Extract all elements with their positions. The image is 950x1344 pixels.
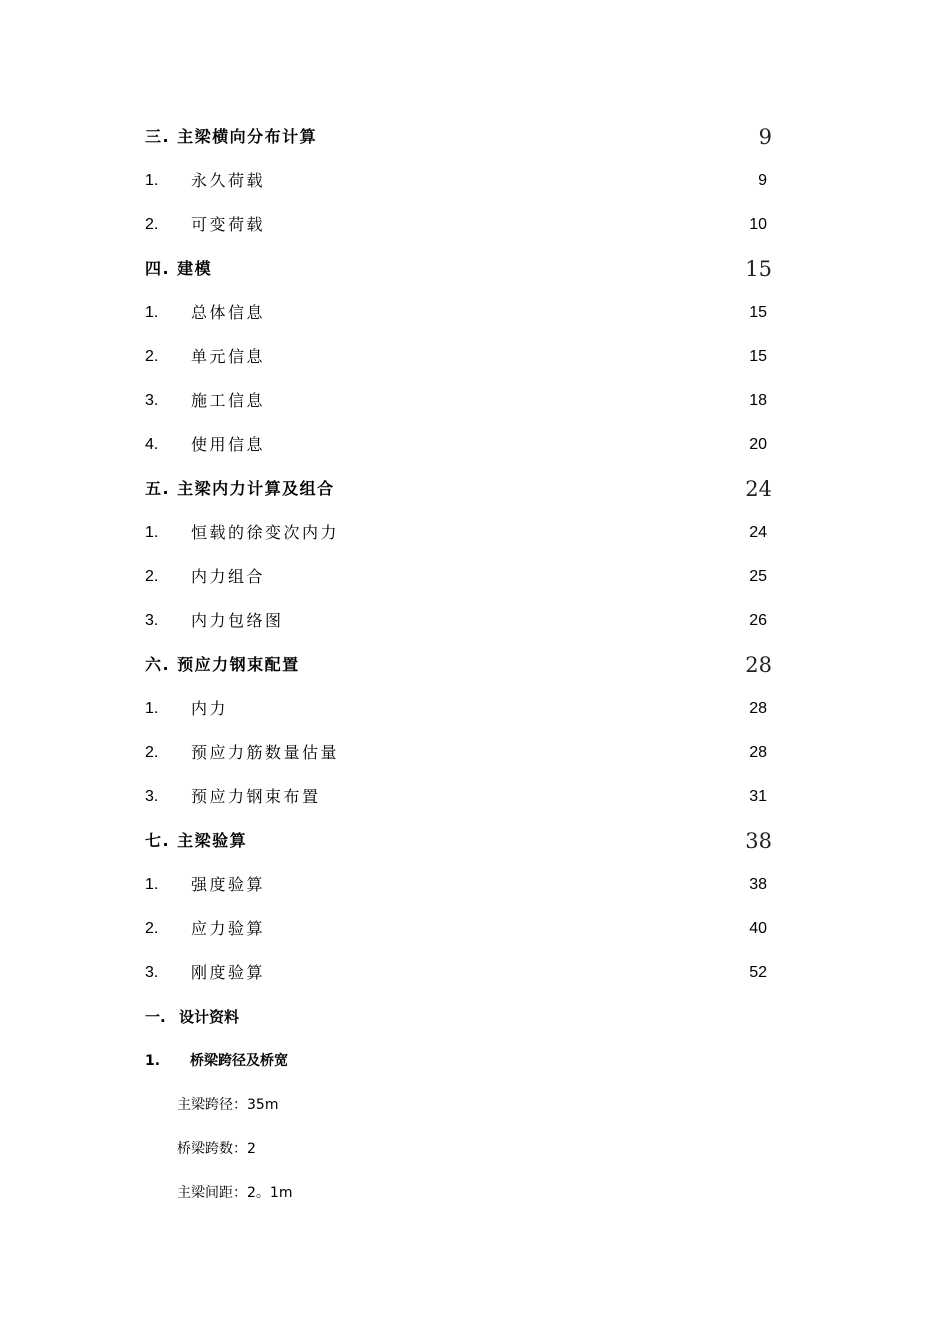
toc-item-title: 永久荷载	[191, 171, 266, 190]
toc-item-number: 2.	[145, 568, 159, 585]
toc-section-page: 24	[745, 477, 772, 501]
toc-item-title: 施工信息	[191, 391, 266, 410]
toc-item[interactable]	[145, 951, 775, 995]
toc-item-number: 4.	[145, 436, 159, 453]
toc-item-page: 20	[749, 436, 767, 453]
toc-item-page: 38	[749, 876, 767, 893]
section-heading	[145, 995, 775, 1039]
toc-item-page: 15	[749, 348, 767, 365]
toc-item-page: 28	[749, 744, 767, 761]
toc-item-page: 31	[749, 788, 767, 805]
paragraph: 主梁跨径：35m	[177, 1097, 279, 1113]
toc-item-title: 内力组合	[191, 567, 266, 586]
subsection-number: 1.	[145, 1053, 161, 1069]
paragraph: 主梁间距：2。1m	[177, 1185, 293, 1201]
toc-section[interactable]	[145, 247, 775, 291]
toc-item-title: 恒载的徐变次内力	[191, 523, 340, 542]
toc-item-number: 3.	[145, 788, 159, 805]
subsection-heading	[145, 1039, 775, 1083]
toc-item-title: 可变荷载	[191, 215, 266, 234]
toc-section[interactable]	[145, 819, 775, 863]
toc-item-number: 1.	[145, 876, 159, 893]
toc-section-title: 三. 主梁横向分布计算	[145, 127, 318, 146]
toc-item[interactable]	[145, 335, 775, 379]
toc-item-page: 9	[758, 172, 767, 189]
toc-section-page: 9	[758, 125, 772, 149]
toc-section-title: 七. 主梁验算	[145, 831, 248, 850]
toc-item-title: 内力包络图	[191, 611, 284, 630]
toc-item[interactable]	[145, 203, 775, 247]
toc-item-title: 应力验算	[191, 919, 266, 938]
section-title: 设计资料	[179, 1008, 240, 1026]
toc-item-page: 40	[749, 920, 767, 937]
toc-item-title: 预应力钢束布置	[191, 787, 321, 806]
section-number: 一.	[145, 1008, 166, 1026]
toc-item-title: 强度验算	[191, 875, 266, 894]
toc-item-number: 1.	[145, 304, 159, 321]
paragraph: 桥梁跨数：2	[177, 1141, 256, 1157]
toc-item-title: 内力	[191, 699, 229, 718]
toc-item-number: 2.	[145, 348, 159, 365]
toc-section[interactable]	[145, 115, 775, 159]
toc-item-title: 总体信息	[191, 303, 266, 322]
toc-item[interactable]	[145, 423, 775, 467]
toc-item[interactable]	[145, 907, 775, 951]
toc-item-number: 1.	[145, 172, 159, 189]
body-content	[145, 995, 775, 1215]
toc-item[interactable]	[145, 687, 775, 731]
toc-item-title: 预应力筋数量估量	[191, 743, 340, 762]
toc-item-number: 2.	[145, 216, 159, 233]
toc-section-title: 五. 主梁内力计算及组合	[145, 479, 335, 498]
toc-item-page: 24	[749, 524, 767, 541]
toc-item[interactable]	[145, 379, 775, 423]
toc-item-title: 使用信息	[191, 435, 266, 454]
toc-section[interactable]	[145, 643, 775, 687]
toc-section-page: 28	[745, 653, 772, 677]
toc-item-page: 28	[749, 700, 767, 717]
toc-item[interactable]	[145, 511, 775, 555]
toc-item-page: 25	[749, 568, 767, 585]
toc-item-number: 2.	[145, 744, 159, 761]
toc-item-title: 单元信息	[191, 347, 266, 366]
toc-section-page: 38	[745, 829, 772, 853]
toc-item-number: 2.	[145, 920, 159, 937]
toc-item-page: 10	[749, 216, 767, 233]
toc-item-number: 3.	[145, 612, 159, 629]
toc-item-number: 1.	[145, 524, 159, 541]
toc-item[interactable]	[145, 599, 775, 643]
toc-item-page: 26	[749, 612, 767, 629]
subsection-title: 桥梁跨径及桥宽	[190, 1053, 288, 1069]
toc-item[interactable]	[145, 731, 775, 775]
toc-item-number: 3.	[145, 392, 159, 409]
toc-item[interactable]	[145, 291, 775, 335]
toc-item-number: 3.	[145, 964, 159, 981]
toc-section[interactable]	[145, 467, 775, 511]
table-of-contents	[145, 115, 775, 995]
toc-item-page: 15	[749, 304, 767, 321]
toc-item-number: 1.	[145, 700, 159, 717]
toc-item[interactable]	[145, 775, 775, 819]
toc-section-page: 15	[745, 257, 772, 281]
toc-item[interactable]	[145, 863, 775, 907]
toc-section-title: 四. 建模	[145, 259, 213, 278]
toc-item-title: 刚度验算	[191, 963, 266, 982]
toc-item[interactable]	[145, 159, 775, 203]
toc-item-page: 52	[749, 964, 767, 981]
toc-item[interactable]	[145, 555, 775, 599]
toc-item-page: 18	[749, 392, 767, 409]
toc-section-title: 六. 预应力钢束配置	[145, 655, 300, 674]
